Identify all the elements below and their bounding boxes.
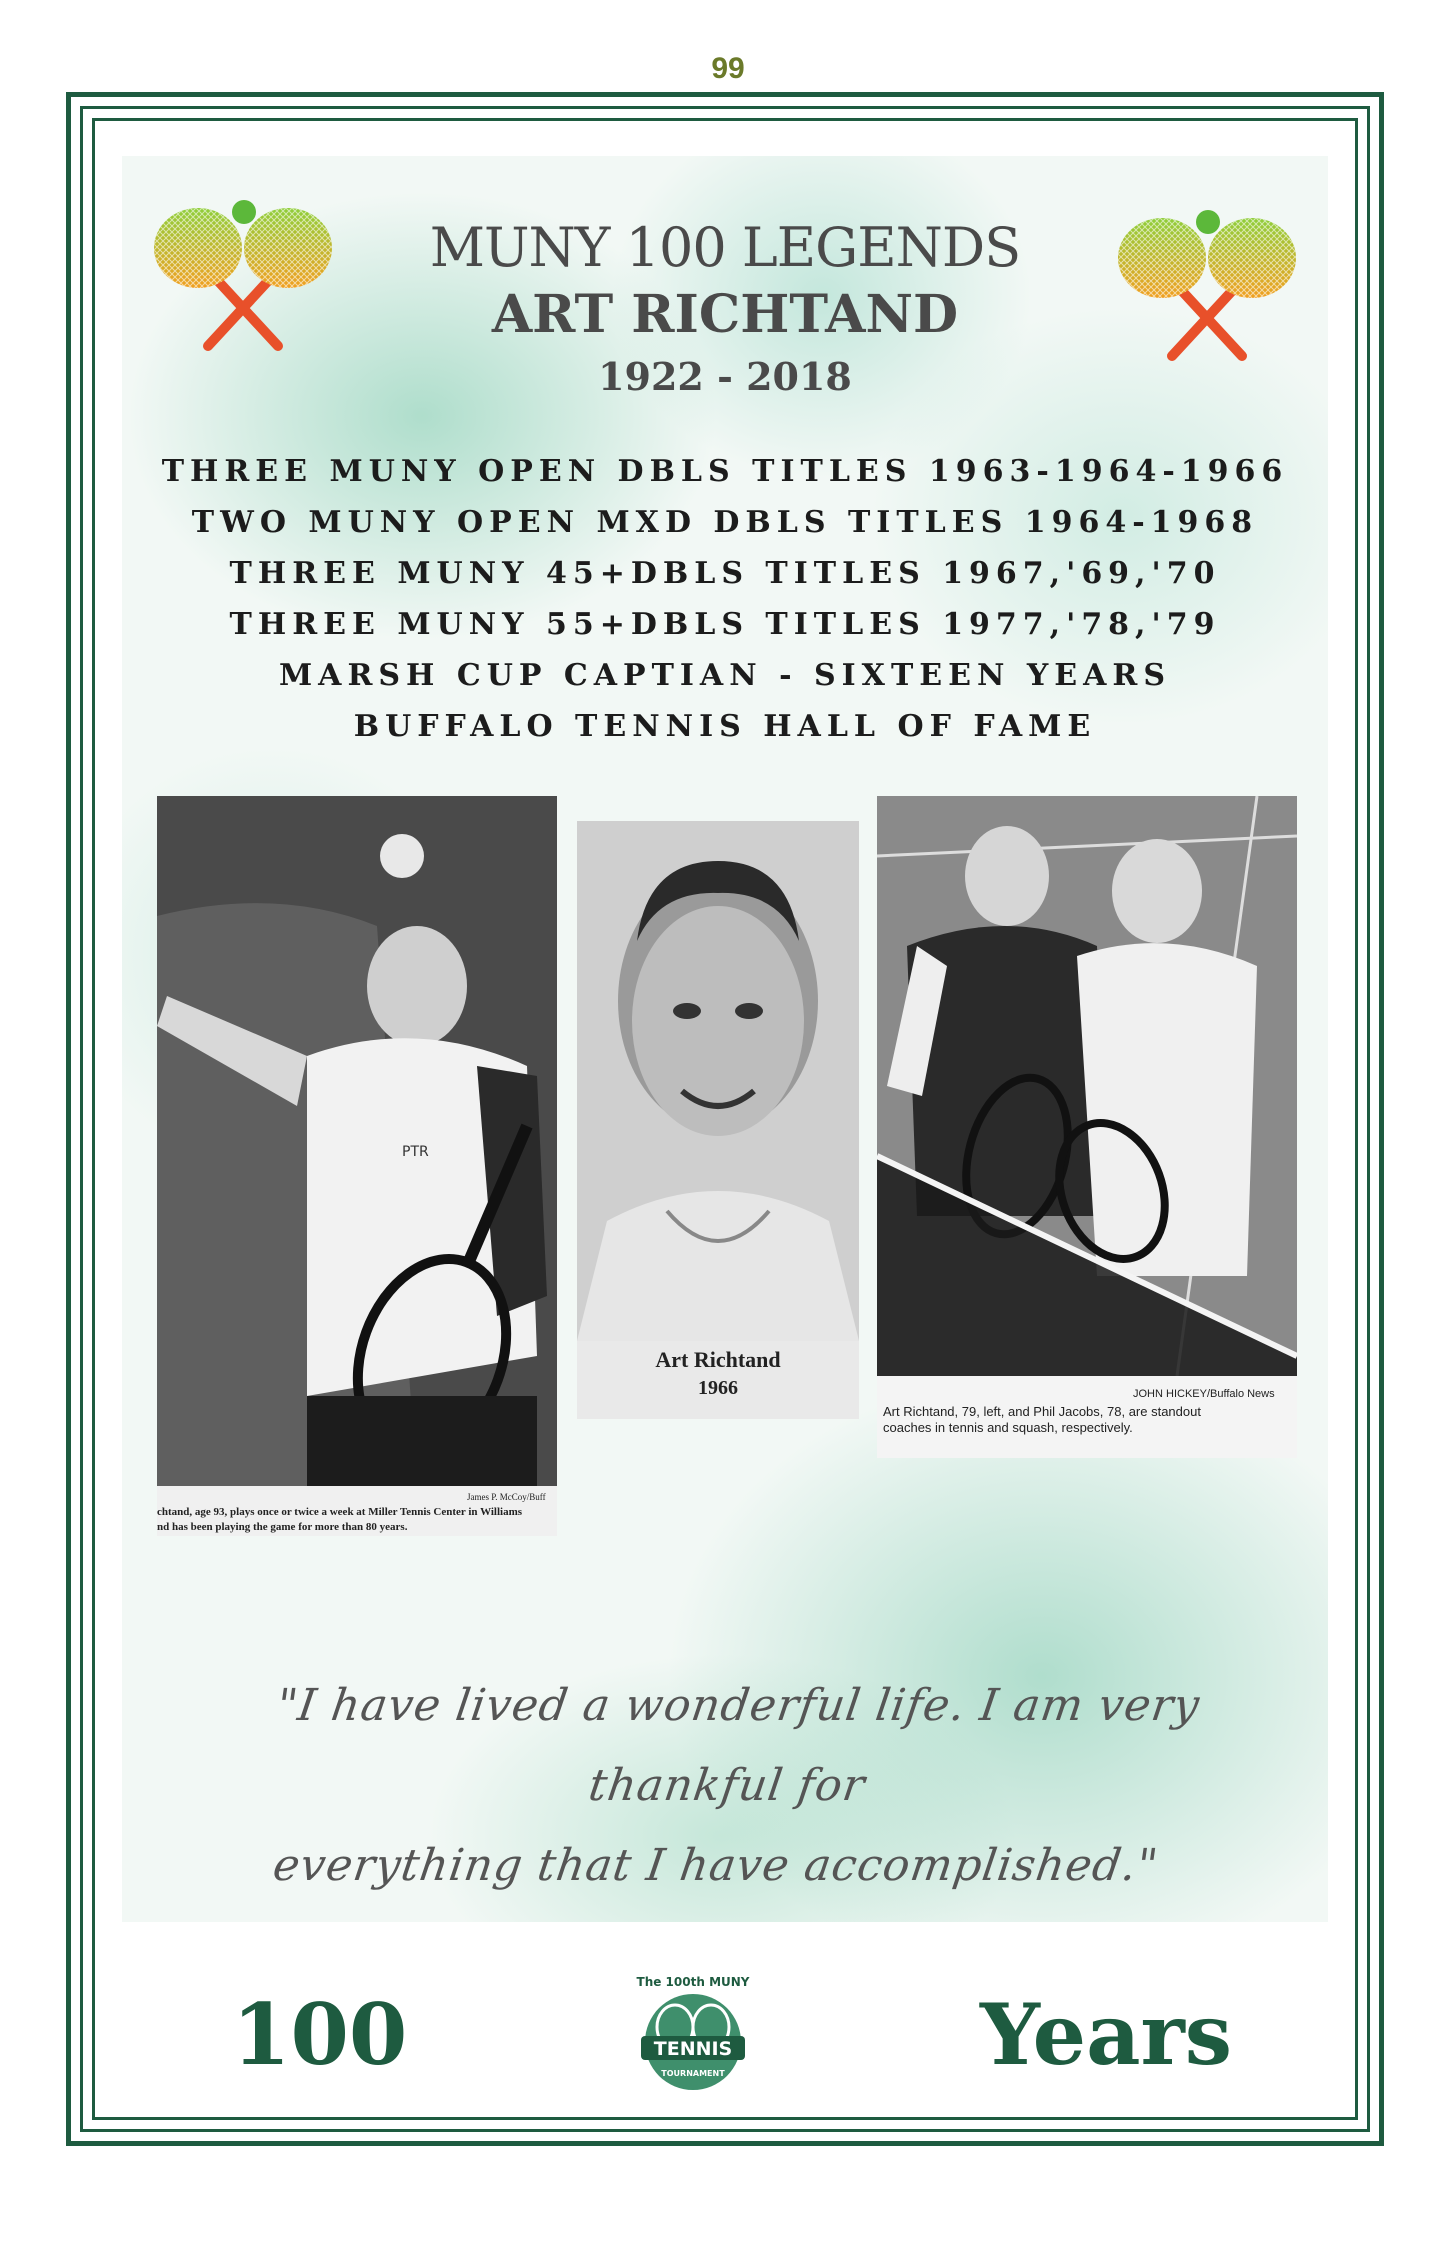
photo-coaches-at-net xyxy=(877,796,1297,1458)
achievement-item: BUFFALO TENNIS HALL OF FAME xyxy=(353,709,1097,744)
quote-line: everything that I have accomplished." xyxy=(269,1840,1162,1891)
achievement-item: MARSH CUP CAPTIAN - SIXTEEN YEARS xyxy=(278,658,1172,693)
photo-caption-line: coaches in tennis and squash, respectively. xyxy=(883,1420,1133,1435)
logo-top-text: The 100th MUNY xyxy=(636,1975,750,1989)
poster-series-title: MUNY 100 LEGENDS xyxy=(429,216,1021,279)
achievement-item: TWO MUNY OPEN MXD DBLS TITLES 1964-1968 xyxy=(191,505,1259,540)
portrait-name: Art Richtand xyxy=(655,1347,781,1372)
logo-main-text: TENNIS xyxy=(653,2038,733,2060)
photo-playing-tennis xyxy=(157,796,557,1536)
achievement-item: THREE MUNY 45+DBLS TITLES 1967,'69,'70 xyxy=(229,556,1221,591)
quote-line: "I have lived a wonderful life. I am very thankful for xyxy=(273,1680,1204,1811)
photo-caption-line: nd has been playing the game for more than 80 years. xyxy=(157,1521,408,1533)
achievements-list xyxy=(122,446,1328,752)
muny-tennis-logo xyxy=(623,1972,763,2100)
legend-poster xyxy=(122,156,1328,1922)
footer-number: 100 xyxy=(232,1985,408,2084)
shirt-logo: PTR xyxy=(402,1144,429,1160)
portrait-year: 1966 xyxy=(698,1377,738,1399)
page-number: 99 xyxy=(711,52,745,85)
photo-caption-line: chtand, age 93, plays once or twice a week at Miller Tennis Center in Williams xyxy=(157,1506,523,1518)
photo-portrait-1966 xyxy=(577,821,859,1419)
legend-quote xyxy=(165,1666,1289,1906)
footer-years-label: Years xyxy=(980,1985,1233,2084)
achievement-item: THREE MUNY OPEN DBLS TITLES 1963-1964-1966 xyxy=(161,454,1289,489)
photo-credit: JOHN HICKEY/Buffalo News xyxy=(1133,1388,1275,1400)
photo-credit: James P. McCoy/Buff xyxy=(467,1492,546,1502)
logo-bottom-text: TOURNAMENT xyxy=(661,2069,725,2078)
photo-caption-line: Art Richtand, 79, left, and Phil Jacobs, 78, are standout xyxy=(883,1404,1201,1419)
legend-name: ART RICHTAND xyxy=(491,284,959,345)
legend-years: 1922 - 2018 xyxy=(598,354,852,399)
achievement-item: THREE MUNY 55+DBLS TITLES 1977,'78,'79 xyxy=(229,607,1221,642)
